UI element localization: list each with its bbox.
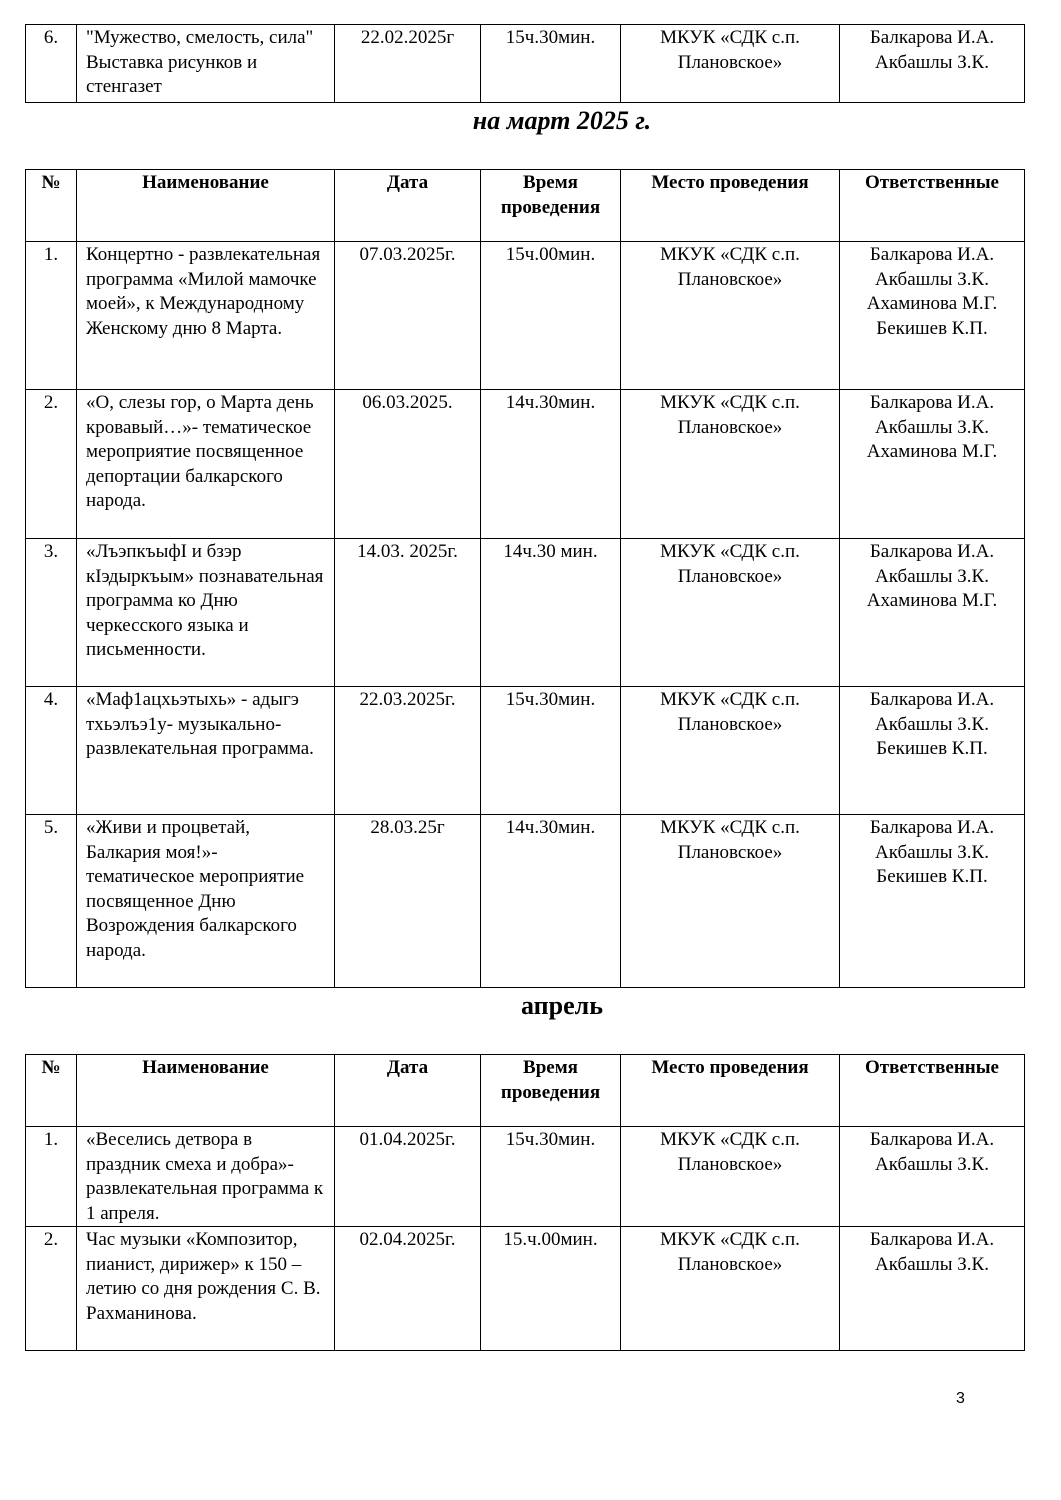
row-number: 1. xyxy=(26,242,77,390)
row-number: 3. xyxy=(26,539,77,687)
february-table xyxy=(25,24,1025,103)
event-time: 15ч.30мин. xyxy=(481,25,621,103)
event-place: МКУК «СДК с.п. Плановское» xyxy=(621,815,840,988)
event-responsible: Балкарова И.А. Акбашлы З.К. Ахаминова М.Г. xyxy=(840,539,1025,687)
table-row xyxy=(26,1127,1025,1227)
event-place: МКУК «СДК с.п. Плановское» xyxy=(621,25,840,103)
table-row xyxy=(26,539,1025,687)
table-row xyxy=(26,687,1025,815)
event-date: 14.03. 2025г. xyxy=(335,539,481,687)
table-row xyxy=(26,815,1025,988)
header-date: Дата xyxy=(335,170,481,242)
row-number: 6. xyxy=(26,25,77,103)
event-date: 07.03.2025г. xyxy=(335,242,481,390)
event-time: 15.ч.00мин. xyxy=(481,1227,621,1351)
event-time: 14ч.30мин. xyxy=(481,390,621,539)
header-number: № xyxy=(26,170,77,242)
event-date: 02.04.2025г. xyxy=(335,1227,481,1351)
event-place: МКУК «СДК с.п. Плановское» xyxy=(621,1227,840,1351)
header-place: Место проведения xyxy=(621,1055,840,1127)
table-header-row xyxy=(26,170,1025,242)
header-name: Наименование xyxy=(77,1055,335,1127)
event-name: "Мужество, смелость, сила" Выставка рисунков и стенгазет xyxy=(77,25,335,103)
march-heading: на март 2025 г. xyxy=(472,106,652,135)
event-name: Час музыки «Композитор, пианист, дирижер» к 150 – летию со дня рождения С. В. Рахманинова. xyxy=(77,1227,335,1351)
event-name: «О, слезы гор, о Марта день кровавый…»- тематическое мероприятие посвященное депортации балкарского народа. xyxy=(77,390,335,539)
row-number: 4. xyxy=(26,687,77,815)
event-name: Концертно - развлекательная программа «Милой мамочке моей», к Международному Женскому дню 8 Марта. xyxy=(77,242,335,390)
event-date: 22.03.2025г. xyxy=(335,687,481,815)
march-table xyxy=(25,169,1025,988)
header-name: Наименование xyxy=(77,170,335,242)
event-time: 14ч.30 мин. xyxy=(481,539,621,687)
event-time: 14ч.30мин. xyxy=(481,815,621,988)
event-responsible: Балкарова И.А. Акбашлы З.К. xyxy=(840,1127,1025,1227)
event-responsible: Балкарова И.А. Акбашлы З.К. xyxy=(840,25,1025,103)
event-name: «Маф1ацхьэтыхь» - адыгэ тхьэлъэ1у- музыкально- развлекательная программа. xyxy=(77,687,335,815)
event-responsible: Балкарова И.А. Акбашлы З.К. Бекишев К.П. xyxy=(840,815,1025,988)
row-number: 5. xyxy=(26,815,77,988)
event-place: МКУК «СДК с.п. Плановское» xyxy=(621,390,840,539)
page-number: 3 xyxy=(956,1390,965,1407)
table-row xyxy=(26,242,1025,390)
header-responsible: Ответственные xyxy=(840,1055,1025,1127)
event-time: 15ч.00мин. xyxy=(481,242,621,390)
table-row xyxy=(26,390,1025,539)
event-date: 28.03.25г xyxy=(335,815,481,988)
event-responsible: Балкарова И.А. Акбашлы З.К. Бекишев К.П. xyxy=(840,687,1025,815)
header-responsible: Ответственные xyxy=(840,170,1025,242)
table-header-row xyxy=(26,1055,1025,1127)
table-row xyxy=(26,1227,1025,1351)
event-place: МКУК «СДК с.п. Плановское» xyxy=(621,242,840,390)
header-date: Дата xyxy=(335,1055,481,1127)
event-date: 06.03.2025. xyxy=(335,390,481,539)
event-responsible: Балкарова И.А. Акбашлы З.К. xyxy=(840,1227,1025,1351)
header-number: № xyxy=(26,1055,77,1127)
event-place: МКУК «СДК с.п. Плановское» xyxy=(621,687,840,815)
event-date: 22.02.2025г xyxy=(335,25,481,103)
event-name: «Веселись детвора в праздник смеха и добра»- развлекательная программа к 1 апреля. xyxy=(77,1127,335,1227)
event-time: 15ч.30мин. xyxy=(481,687,621,815)
april-table xyxy=(25,1054,1025,1351)
table-row xyxy=(26,25,1025,103)
april-heading: апрель xyxy=(521,991,603,1020)
row-number: 2. xyxy=(26,390,77,539)
event-date: 01.04.2025г. xyxy=(335,1127,481,1227)
event-responsible: Балкарова И.А. Акбашлы З.К. Ахаминова М.Г. Бекишев К.П. xyxy=(840,242,1025,390)
event-place: МКУК «СДК с.п. Плановское» xyxy=(621,539,840,687)
event-place: МКУК «СДК с.п. Плановское» xyxy=(621,1127,840,1227)
header-time: Время проведения xyxy=(481,170,621,242)
event-name: «Живи и процветай, Балкария моя!»- тематическое мероприятие посвященное Дню Возрождения балкарского народа. xyxy=(77,815,335,988)
event-time: 15ч.30мин. xyxy=(481,1127,621,1227)
row-number: 2. xyxy=(26,1227,77,1351)
event-name: «ЛъэпкъыфI и бзэр кIэдыркъым» познавательная программа ко Дню черкесского языка и письменности. xyxy=(77,539,335,687)
row-number: 1. xyxy=(26,1127,77,1227)
event-responsible: Балкарова И.А. Акбашлы З.К. Ахаминова М.Г. xyxy=(840,390,1025,539)
header-time: Время проведения xyxy=(481,1055,621,1127)
header-place: Место проведения xyxy=(621,170,840,242)
